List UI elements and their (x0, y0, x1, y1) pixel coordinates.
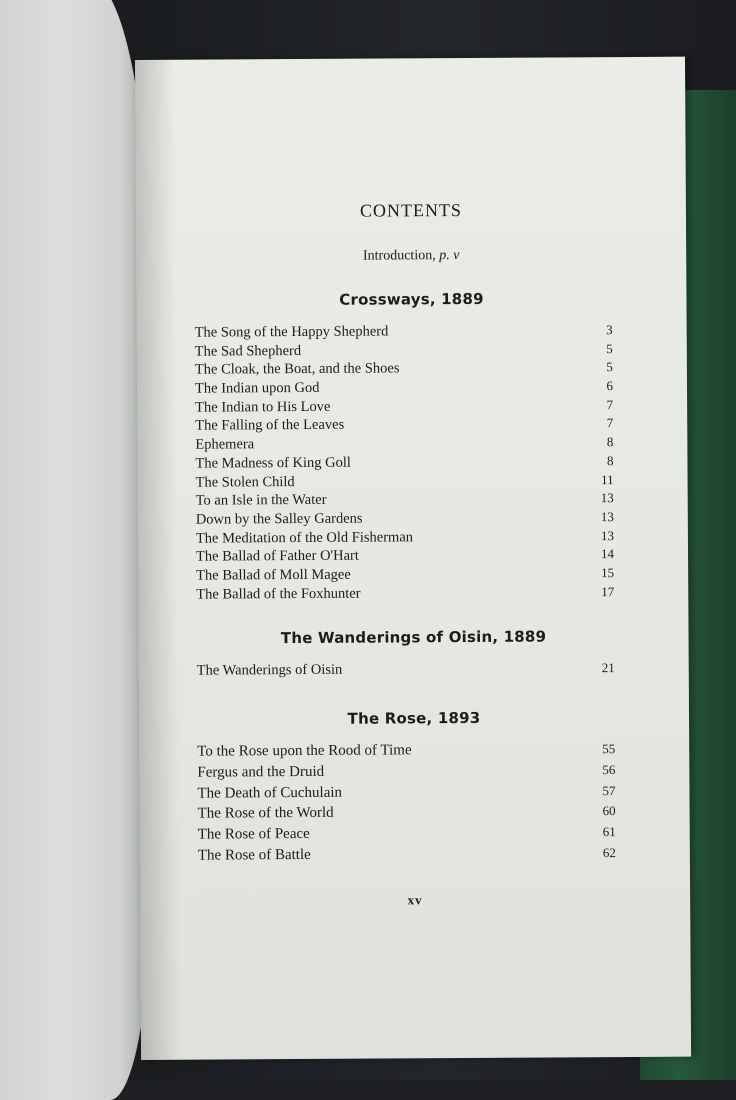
entry-page: 14 (600, 546, 615, 562)
entry-title: The Rose of Battle (197, 846, 311, 864)
toc-entry (197, 741, 615, 764)
toc-entry (195, 341, 613, 362)
entry-title: The Song of the Happy Shepherd (194, 323, 389, 341)
entry-title: The Rose of the World (197, 805, 334, 823)
entry-title: The Indian upon God (194, 379, 320, 397)
entry-page: 5 (606, 340, 613, 356)
toc-entry (198, 845, 616, 868)
toc-entry (196, 472, 614, 493)
entry-title: The Ballad of Father O'Hart (195, 547, 359, 565)
entry-title: The Indian to His Love (195, 398, 331, 416)
introduction-page: p. v (439, 248, 460, 264)
toc-entry (196, 509, 614, 530)
entry-title: Ephemera (195, 436, 255, 453)
entry-page: 13 (600, 490, 614, 506)
toc-entry (196, 490, 614, 511)
toc-entry (195, 322, 613, 343)
entry-title: The Death of Cuchulain (197, 784, 343, 802)
toc-list-rose (197, 741, 616, 868)
section-title-wanderings: The Wanderings of Oisin, 1889 (280, 627, 547, 648)
entry-title: Fergus and the Druid (197, 763, 325, 781)
toc-list-crossways (195, 322, 615, 605)
page-number: xv (407, 892, 423, 908)
toc-entry (195, 397, 613, 418)
entry-title: The Meditation of the Old Fisherman (195, 528, 414, 547)
toc-entry (197, 783, 615, 806)
introduction-label: Introduction, (362, 248, 440, 264)
entry-title: To an Isle in the Water (195, 492, 327, 509)
toc-entry (198, 803, 616, 826)
toc-entry (195, 378, 613, 399)
entry-title: The Rose of Peace (197, 826, 310, 843)
entry-title: The Stolen Child (195, 473, 295, 491)
entry-page: 57 (602, 782, 616, 798)
toc-entry (198, 824, 616, 847)
entry-title: The Falling of the Leaves (195, 417, 345, 435)
toc-entry (196, 528, 614, 549)
entry-title: The Madness of King Goll (195, 454, 351, 472)
entry-page: 56 (602, 761, 616, 777)
toc-entry (197, 762, 615, 785)
toc-entry (196, 584, 614, 605)
toc-entry (195, 434, 613, 455)
entry-page: 7 (606, 396, 614, 412)
entry-page: 55 (602, 741, 616, 757)
toc-list-wanderings (197, 660, 615, 681)
entry-page: 7 (606, 415, 614, 431)
section-title-rose: The Rose, 1893 (347, 708, 481, 728)
entry-page: 8 (606, 452, 614, 468)
entry-title: To the Rose upon the Rood of Time (197, 742, 412, 760)
entry-page: 13 (600, 508, 614, 525)
entry-title: The Wanderings of Oisin (196, 661, 343, 679)
toc-entry (195, 453, 613, 474)
toc-entry (196, 546, 614, 567)
entry-page: 8 (606, 434, 614, 450)
entry-title: Down by the Salley Gardens (195, 510, 363, 528)
entry-page: 21 (601, 660, 615, 676)
entry-page: 6 (606, 378, 614, 394)
entry-page: 5 (606, 359, 613, 375)
book-page (135, 57, 691, 1060)
entry-page: 62 (602, 845, 616, 861)
left-page (0, 0, 150, 1100)
toc-entry (195, 359, 613, 380)
entry-page: 60 (602, 803, 616, 819)
toc-entry (197, 660, 615, 681)
entry-page: 15 (601, 565, 615, 581)
section-title-crossways: Crossways, 1889 (339, 289, 484, 309)
entry-title: The Ballad of the Foxhunter (196, 585, 361, 603)
entry-title: The Sad Shepherd (194, 342, 302, 360)
entry-page: 17 (601, 583, 615, 599)
introduction-line (136, 247, 686, 266)
toc-entry (196, 565, 614, 586)
page-title: CONTENTS (359, 200, 462, 221)
entry-page: 11 (600, 471, 614, 487)
entry-title: The Cloak, the Boat, and the Shoes (194, 360, 400, 379)
entry-page: 3 (606, 322, 613, 338)
toc-entry (195, 416, 613, 437)
entry-title: The Ballad of Moll Magee (196, 566, 351, 584)
entry-page: 13 (600, 527, 614, 543)
entry-page: 61 (602, 824, 616, 840)
